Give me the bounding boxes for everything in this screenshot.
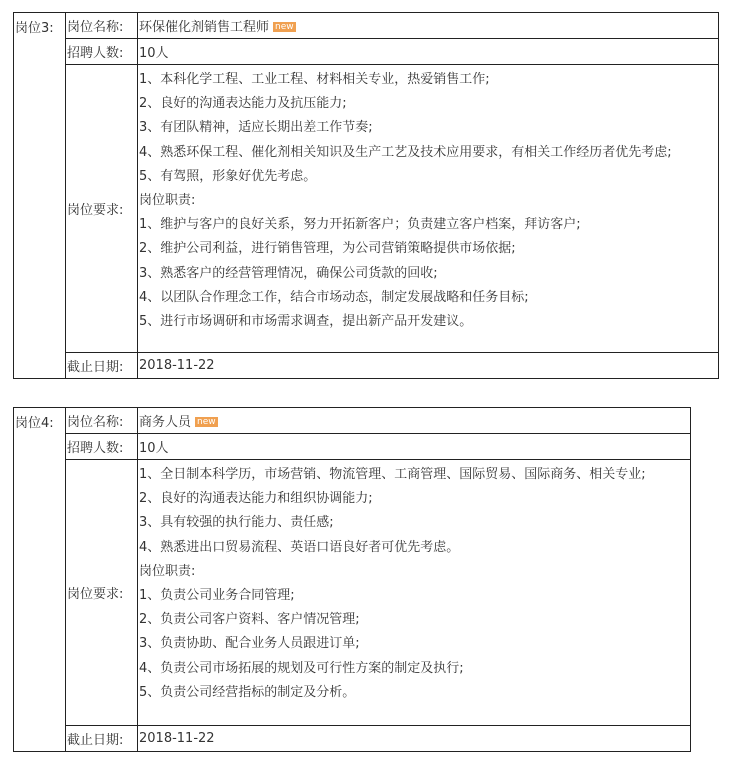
requirement-line: 1、负责公司业务合同管理; [139,588,295,604]
requirement-line: 2、维护公司利益，进行销售管理，为公司营销策略提供市场依据; [139,241,516,257]
name-label: 岗位名称: [66,408,138,434]
job-table-4 [13,407,691,752]
new-badge: new [275,22,294,32]
requirement-line: 岗位职责: [139,193,196,209]
requirement-line: 2、良好的沟通表达能力和组织协调能力; [139,491,373,507]
job-name: 环保催化剂销售工程师 [139,20,270,35]
requirement-line: 1、本科化学工程、工业工程、材料相关专业，热爱销售工作; [139,72,490,87]
requirements-list [138,65,719,353]
requirement-line: 5、负责公司经营指标的制定及分析。 [139,684,356,700]
requirement-line: 5、进行市场调研和市场需求调查，提出新产品开发建议。 [139,314,473,330]
requirement-line: 岗位职责: [139,563,196,579]
job-name-cell [138,13,719,39]
requirements-label: 岗位要求: [66,65,138,353]
requirements-label: 岗位要求: [66,460,138,726]
deadline-value: 2018-11-22 [138,353,719,379]
requirement-line: 1、全日制本科学历，市场营销、物流管理、工商管理、国际贸易、国际商务、相关专业; [139,467,646,482]
requirement-line: 5、有驾照，形象好优先考虑。 [139,168,317,184]
job-name-cell [138,408,691,434]
requirement-line: 3、具有较强的执行能力、责任感; [139,515,334,531]
requirement-line: 1、维护与客户的良好关系，努力开拓新客户；负责建立客户档案，拜访客户; [139,217,581,233]
requirement-line: 3、熟悉客户的经营管理情况，确保公司货款的回收; [139,265,438,281]
requirement-line: 4、负责公司市场拓展的规划及可行性方案的制定及执行; [139,660,464,676]
requirement-line: 3、负责协助、配合业务人员跟进订单; [139,636,360,652]
requirement-line: 4、熟悉环保工程、催化剂相关知识及生产工艺及技术应用要求，有相关工作经历者优先考虑; [139,144,672,160]
new-badge: new [197,417,216,427]
count-value: 10人 [138,39,719,65]
count-label: 招聘人数: [66,434,138,460]
requirements-list [138,460,691,726]
deadline-value: 2018-11-22 [138,726,691,752]
count-value: 10人 [138,434,691,460]
requirement-line: 4、以团队合作理念工作，结合市场动态，制定发展战略和任务目标; [139,289,529,305]
job-name: 商务人员 [139,415,192,430]
position-label: 岗位4: [14,408,66,752]
name-label: 岗位名称: [66,13,138,39]
requirement-line: 2、负责公司客户资料、客户情况管理; [139,612,360,628]
job-table-3 [13,12,719,379]
requirement-line: 3、有团队精神，适应长期出差工作节奏; [139,120,373,136]
deadline-label: 截止日期: [66,353,138,379]
deadline-label: 截止日期: [66,726,138,752]
requirement-line: 2、良好的沟通表达能力及抗压能力; [139,96,347,112]
position-label: 岗位3: [14,13,66,379]
requirement-line: 4、熟悉进出口贸易流程、英语口语良好者可优先考虑。 [139,539,460,555]
count-label: 招聘人数: [66,39,138,65]
